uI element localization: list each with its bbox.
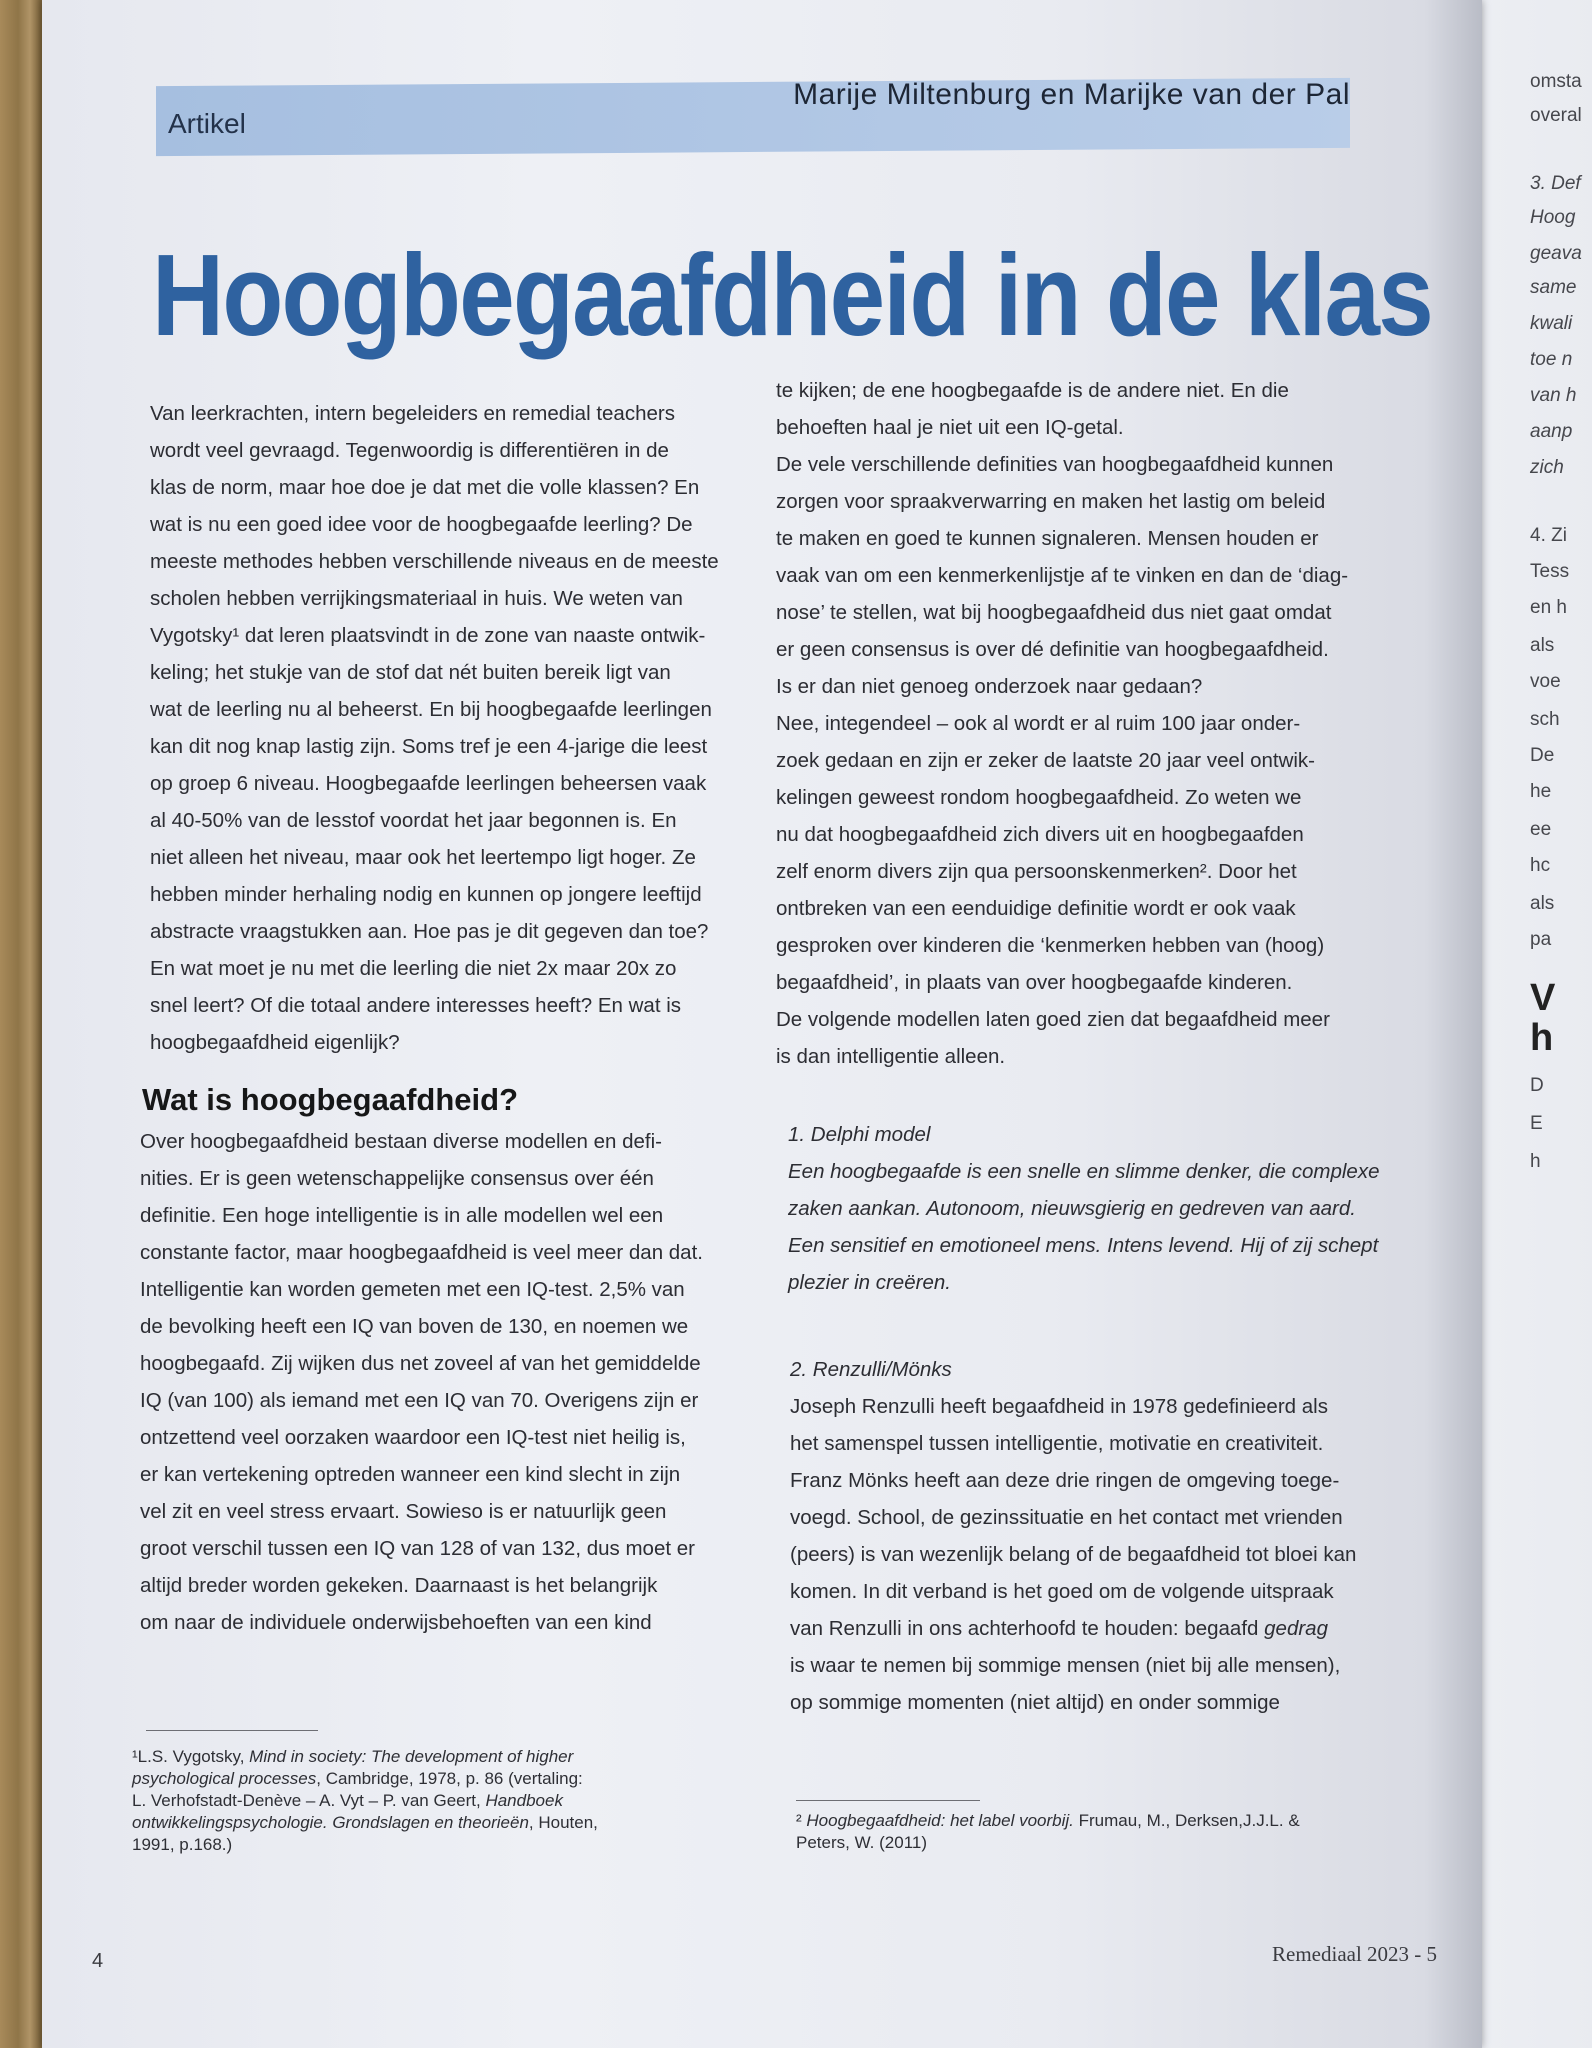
facing-fragment: voe xyxy=(1530,671,1561,692)
text-line xyxy=(790,1610,1410,1647)
text-line: definitie. Een hoge intelligentie is in alle modellen wel een xyxy=(140,1204,664,1227)
text-line: Over hoogbegaafdheid bestaan diverse modellen en defi- xyxy=(140,1130,662,1153)
text-line: zorgen voor spraakverwarring en maken het lastig om beleid xyxy=(776,490,1326,513)
facing-fragment: ee xyxy=(1530,819,1552,840)
text-segment: van Renzulli in ons achterhoofd te houden: begaafd xyxy=(790,1617,1259,1640)
text-line: is waar te nemen bij sommige mensen (niet bij alle mensen), xyxy=(790,1654,1341,1677)
facing-fragment: zich xyxy=(1530,457,1564,478)
facing-fragment: E xyxy=(1530,1113,1543,1134)
text-line: begaafdheid’, in plaats van over hoogbegaafde kinderen. xyxy=(776,971,1293,994)
text-line: (peers) is van wezenlijk belang of de begaafdheid tot bloei kan xyxy=(790,1543,1357,1566)
text-line: er geen consensus is over dé definitie van hoogbegaafdheid. xyxy=(776,638,1329,661)
text-line: de bevolking heeft een IQ van boven de 130, en noemen we xyxy=(140,1315,689,1338)
text-segment: , Cambridge, 1978, p. 86 (vertaling: xyxy=(316,1769,583,1788)
emphasis-word: gedrag xyxy=(1264,1617,1328,1640)
facing-fragment: V xyxy=(1530,977,1556,1019)
text-line: klas de norm, maar hoe doe je dat met die volle klassen? En xyxy=(150,476,700,499)
text-line: wat is nu een goed idee voor de hoogbegaafde leerling? De xyxy=(150,513,693,536)
facing-fragment: h xyxy=(1530,1151,1541,1172)
authors: Marije Miltenburg en Marijke van der Pal xyxy=(793,78,1350,111)
footnote-rule xyxy=(146,1730,318,1731)
text-line: Een hoogbegaafde is een snelle en slimme denker, die complexe xyxy=(788,1160,1380,1183)
text-line: keling; het stukje van de stof dat nét buiten bereik ligt van xyxy=(150,661,671,684)
footnote-line xyxy=(132,1746,598,1768)
text-line: nu dat hoogbegaafdheid zich divers uit en hoogbegaafden xyxy=(776,823,1304,846)
facing-fragment: Tess xyxy=(1530,561,1570,582)
intro-column xyxy=(150,395,750,1061)
text-line: zelf enorm divers zijn qua persoonskenmerken². Door het xyxy=(776,860,1297,883)
text-line: niet alleen het niveau, maar ook het leertempo ligt hoger. Ze xyxy=(150,846,696,869)
facing-fragment: De xyxy=(1530,745,1555,766)
facing-fragment: D xyxy=(1530,1075,1544,1096)
text-line: plezier in creëren. xyxy=(788,1271,951,1294)
right-column xyxy=(776,372,1396,1075)
footnote-line xyxy=(132,1812,598,1834)
page-number-left: 4 xyxy=(92,1950,104,1972)
footnote-line: Peters, W. (2011) xyxy=(796,1833,928,1852)
text-line: al 40-50% van de lesstof voordat het jaar begonnen is. En xyxy=(150,809,677,832)
text-line: ontbreken van een eenduidige definitie wordt er ook vaak xyxy=(776,897,1296,920)
text-line: zoek gedaan en zijn er zeker de laatste 20 jaar veel ontwik- xyxy=(776,749,1316,772)
text-line: behoeften haal je niet uit een IQ-getal. xyxy=(776,416,1124,439)
text-line: om naar de individuele onderwijsbehoeften van een kind xyxy=(140,1611,652,1634)
text-line: Is er dan niet genoeg onderzoek naar gedaan? xyxy=(776,675,1203,698)
text-line: te maken en goed te kunnen signaleren. Mensen houden er xyxy=(776,527,1319,550)
text-line: zaken aankan. Autonoom, nieuwsgierig en gedreven van aard. xyxy=(788,1197,1356,1220)
text-line: Intelligentie kan worden gemeten met een IQ-test. 2,5% van xyxy=(140,1278,685,1301)
text-segment: Hoogbegaafdheid: het label voorbij. xyxy=(806,1811,1074,1830)
facing-fragment: 3. Def xyxy=(1530,173,1581,194)
text-line: Nee, integendeel – ook al wordt er al ruim 100 jaar onder- xyxy=(776,712,1301,735)
facing-fragment: omsta xyxy=(1530,71,1582,92)
footnote-line: 1991, p.168.) xyxy=(132,1835,233,1854)
subheading-delphi: 1. Delphi model xyxy=(788,1123,931,1146)
text-line: hoogbegaafd. Zij wijken dus net zoveel af van het gemiddelde xyxy=(140,1352,701,1375)
facing-fragment: Hoog xyxy=(1530,207,1576,228)
subheading-renzulli: 2. Renzulli/Mönks xyxy=(790,1358,952,1381)
text-line: constante factor, maar hoogbegaafdheid is veel meer dan dat. xyxy=(140,1241,703,1264)
footnote-2 xyxy=(796,1810,1300,1854)
text-line: het samenspel tussen intelligentie, motivatie en creativiteit. xyxy=(790,1432,1324,1455)
text-line: ontzettend veel oorzaken waardoor een IQ-test niet heilig is, xyxy=(140,1426,686,1449)
footnote-line xyxy=(796,1810,1300,1832)
text-line: altijd breder worden gekeken. Daarnaast is het belangrijk xyxy=(140,1574,658,1597)
text-line: groot verschil tussen een IQ van 128 of van 132, dus moet er xyxy=(140,1537,695,1560)
text-segment: , Houten, xyxy=(528,1813,598,1832)
text-line: De vele verschillende definities van hoogbegaafdheid kunnen xyxy=(776,453,1334,476)
text-line: IQ (van 100) als iemand met een IQ van 70. Overigens zijn er xyxy=(140,1389,699,1412)
text-line: hebben minder herhaling nodig en kunnen op jongere leeftijd xyxy=(150,883,702,906)
footnote-rule xyxy=(796,1800,980,1801)
text-line: snel leert? Of die totaal andere interesses heeft? En wat is xyxy=(150,994,682,1017)
text-line: Vygotsky¹ dat leren plaatsvindt in de zone van naaste ontwik- xyxy=(150,624,706,647)
article-title: Hoogbegaafdheid in de klas xyxy=(152,230,1433,360)
facing-fragment: als xyxy=(1530,635,1555,656)
section-heading: Wat is hoogbegaafdheid? xyxy=(142,1082,519,1117)
text-line: Een sensitief en emotioneel mens. Intens levend. Hij of zij schept xyxy=(788,1234,1379,1257)
facing-fragment: sch xyxy=(1530,709,1560,730)
text-line: op groep 6 niveau. Hoogbegaafde leerlingen beheersen vaak xyxy=(150,772,707,795)
facing-fragment: h xyxy=(1530,1017,1554,1059)
page-number-right: Remediaal 2023 - 5 xyxy=(1272,1942,1438,1966)
text-line: voegd. School, de gezinssituatie en het contact met vrienden xyxy=(790,1506,1343,1529)
text-segment: ² xyxy=(796,1811,807,1830)
footnote-1 xyxy=(132,1746,598,1856)
facing-fragment: toe n xyxy=(1530,349,1573,370)
text-line: meeste methodes hebben verschillende niveaus en de meeste xyxy=(150,550,719,573)
facing-fragment: geava xyxy=(1530,243,1582,264)
facing-fragment: same xyxy=(1530,277,1577,298)
text-line: Joseph Renzulli heeft begaafdheid in 1978 gedefinieerd als xyxy=(790,1395,1328,1418)
text-line: Franz Mönks heeft aan deze drie ringen de omgeving toege- xyxy=(790,1469,1340,1492)
text-line: gesproken over kinderen die ‘kenmerken hebben van (hoog) xyxy=(776,934,1325,957)
text-line: komen. In dit verband is het goed om de volgende uitspraak xyxy=(790,1580,1334,1603)
text-line: En wat moet je nu met die leerling die niet 2x maar 20x zo xyxy=(150,957,677,980)
text-segment: psychological processes xyxy=(132,1769,317,1788)
text-line: abstracte vraagstukken aan. Hoe pas je dit gegeven dan toe? xyxy=(150,920,709,943)
facing-fragment: overal xyxy=(1530,105,1582,126)
text-line: vaak van om een kenmerkenlijstje af te vinken en dan de ‘diag- xyxy=(776,564,1349,587)
facing-fragment: aanp xyxy=(1530,421,1573,442)
facing-fragment: hc xyxy=(1530,855,1551,876)
facing-fragment: pa xyxy=(1530,929,1552,950)
text-line: wat de leerling nu al beheerst. En bij hoogbegaafde leerlingen xyxy=(150,698,712,721)
text-line: hoogbegaafdheid eigenlijk? xyxy=(150,1031,400,1054)
facing-fragment: he xyxy=(1530,781,1552,802)
text-segment: L. Verhofstadt-Denève – A. Vyt – P. van Geert, xyxy=(132,1791,486,1810)
text-segment: Handboek xyxy=(485,1791,563,1810)
renzulli-block xyxy=(790,1351,1410,1721)
text-line: De volgende modellen laten goed zien dat begaafdheid meer xyxy=(776,1008,1330,1031)
facing-fragment: van h xyxy=(1530,385,1577,406)
facing-fragment: en h xyxy=(1530,597,1567,618)
text-segment: Frumau, M., Derksen,J.J.L. & xyxy=(1073,1811,1300,1830)
text-segment: Mind in society: The development of higher xyxy=(249,1747,574,1766)
text-line: vel zit en veel stress ervaart. Sowieso is er natuurlijk geen xyxy=(140,1500,667,1523)
facing-fragment: kwali xyxy=(1530,313,1573,334)
footnote-line xyxy=(132,1790,598,1812)
text-line: kan dit nog knap lastig zijn. Soms tref je een 4-jarige die leest xyxy=(150,735,708,758)
text-line: nities. Er is geen wetenschappelijke consensus over één xyxy=(140,1167,654,1190)
text-line: wordt veel gevraagd. Tegenwoordig is differentiëren in de xyxy=(150,439,669,462)
text-segment: ¹L.S. Vygotsky, xyxy=(132,1747,250,1766)
text-line: is dan intelligentie alleen. xyxy=(776,1045,1006,1068)
section-label: Artikel xyxy=(168,108,246,139)
text-line: nose’ te stellen, wat bij hoogbegaafdheid dus niet gaat omdat xyxy=(776,601,1332,624)
facing-fragment: 4. Zi xyxy=(1530,525,1567,546)
text-line: te kijken; de ene hoogbegaafde is de andere niet. En die xyxy=(776,379,1289,402)
text-line: er kan vertekening optreden wanneer een kind slecht in zijn xyxy=(140,1463,681,1486)
text-line: Van leerkrachten, intern begeleiders en remedial teachers xyxy=(150,402,675,425)
definition-column xyxy=(140,1123,760,1641)
delphi-model-block xyxy=(788,1116,1408,1301)
text-line: scholen hebben verrijkingsmateriaal in huis. We weten van xyxy=(150,587,683,610)
footnote-line xyxy=(132,1768,598,1790)
text-segment: ontwikkelingspsychologie. Grondslagen en theorieën xyxy=(132,1813,529,1832)
text-line: kelingen geweest rondom hoogbegaafdheid. Zo weten we xyxy=(776,786,1302,809)
facing-fragment: als xyxy=(1530,893,1555,914)
text-line: op sommige momenten (niet altijd) en onder sommige xyxy=(790,1691,1280,1714)
